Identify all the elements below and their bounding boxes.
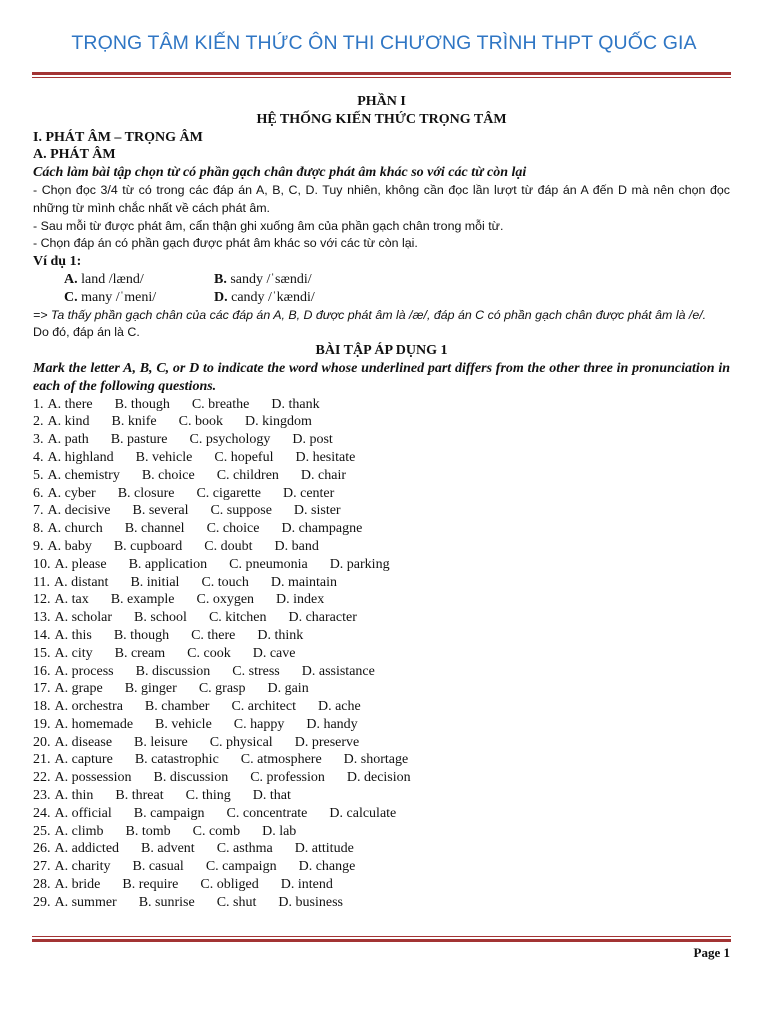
question-option: A. capture — [54, 752, 113, 768]
question-number: 1. — [33, 396, 44, 412]
question-number: 17. — [33, 681, 51, 697]
question-row — [33, 645, 730, 663]
question-row — [33, 823, 730, 841]
question-option: C. physical — [209, 734, 273, 750]
question-option: D. parking — [329, 556, 390, 572]
question-option: A. baby — [47, 538, 92, 554]
question-option: C. choice — [206, 521, 260, 537]
question-option: A. possession — [54, 770, 132, 786]
question-number: 11. — [33, 574, 50, 590]
question-row — [33, 680, 730, 698]
question-number: 6. — [33, 485, 44, 501]
question-option: D. center — [283, 485, 335, 501]
question-option: C. grasp — [198, 681, 246, 697]
question-option: C. profession — [250, 770, 325, 786]
example-option-a: A. land /lænd/ — [64, 271, 144, 287]
document-body — [33, 93, 730, 912]
question-option: D. lab — [262, 823, 297, 839]
question-option: C. architect — [231, 699, 296, 715]
question-option: B. tomb — [125, 823, 171, 839]
question-option: B. application — [128, 556, 208, 572]
question-option: D. attitude — [294, 841, 354, 857]
question-option: D. hesitate — [295, 449, 356, 465]
question-row — [33, 574, 730, 592]
question-row — [33, 449, 730, 467]
question-option: B. pasture — [110, 432, 168, 448]
question-number: 2. — [33, 414, 44, 430]
question-row — [33, 840, 730, 858]
question-option: D. that — [252, 788, 291, 804]
example-options-row-2 — [33, 289, 730, 307]
question-option: C. breathe — [191, 396, 250, 412]
question-number: 9. — [33, 538, 44, 554]
question-option: B. cupboard — [113, 538, 183, 554]
question-option: C. book — [178, 414, 223, 430]
question-option: C. doubt — [204, 538, 253, 554]
question-number: 24. — [33, 805, 51, 821]
question-option: A. bride — [54, 877, 101, 893]
question-option: A. homemade — [54, 716, 134, 732]
question-row — [33, 734, 730, 752]
question-option: C. campaign — [205, 859, 277, 875]
question-option: A. addicted — [54, 841, 120, 857]
question-option: A. tax — [54, 592, 89, 608]
question-option: D. sister — [293, 503, 341, 519]
question-row — [33, 485, 730, 503]
question-option: B. ginger — [124, 681, 177, 697]
question-option: A. thin — [54, 788, 94, 804]
part-label: PHẦN I — [357, 94, 406, 109]
question-option: B. catastrophic — [134, 752, 219, 768]
question-option: D. cave — [252, 645, 296, 661]
question-option: A. church — [47, 521, 103, 537]
question-option: A. summer — [54, 894, 117, 910]
question-option: D. character — [288, 610, 357, 626]
question-option: A. official — [54, 805, 112, 821]
question-option: A. distant — [53, 574, 109, 590]
part-subtitle: HỆ THỐNG KIẾN THỨC TRỌNG TÂM — [256, 111, 507, 127]
question-row — [33, 502, 730, 520]
question-option: A. please — [54, 556, 107, 572]
question-option: C. children — [216, 467, 279, 483]
question-row — [33, 413, 730, 431]
step-2: - Sau mỗi từ được phát âm, cẩn thận ghi xuống âm của phần gạch chân trong mỗi từ. — [33, 218, 504, 233]
question-option: B. though — [114, 396, 170, 412]
question-number: 10. — [33, 556, 51, 572]
question-option: B. knife — [111, 414, 157, 430]
question-row — [33, 538, 730, 556]
subsection-heading: A. PHÁT ÂM — [33, 147, 116, 163]
question-option: B. channel — [124, 521, 185, 537]
example-options-row-1 — [33, 271, 730, 289]
step-1: - Chọn đọc 3/4 từ có trong các đáp án A, B, C, D. Tuy nhiên, không cần đọc lần lượt từ đáp án A đến D mà nên chọn đọc những từ mình chắc nhất về cách phát âm. — [33, 182, 730, 215]
question-row — [33, 698, 730, 716]
section-heading: I. PHÁT ÂM – TRỌNG ÂM — [33, 129, 203, 145]
question-number: 23. — [33, 788, 51, 804]
question-option: A. charity — [54, 859, 111, 875]
question-option: C. psychology — [189, 432, 271, 448]
question-option: B. initial — [130, 574, 180, 590]
question-number: 27. — [33, 859, 51, 875]
question-number: 15. — [33, 645, 51, 661]
question-row — [33, 894, 730, 912]
question-option: D. kingdom — [244, 414, 312, 430]
question-option: B. discussion — [135, 663, 211, 679]
question-number: 18. — [33, 699, 51, 715]
question-option: C. cigarette — [196, 485, 261, 501]
example-option-b: B. sandy /ˈsændi/ — [214, 271, 312, 287]
question-option: A. there — [47, 396, 93, 412]
question-option: A. climb — [54, 823, 104, 839]
question-number: 14. — [33, 627, 51, 643]
question-option: A. decisive — [47, 503, 111, 519]
question-option: D. business — [278, 894, 343, 910]
question-row — [33, 609, 730, 627]
question-number: 21. — [33, 752, 51, 768]
question-option: D. index — [276, 592, 325, 608]
question-option: A. process — [54, 663, 114, 679]
question-option: D. handy — [306, 716, 358, 732]
question-option: B. cream — [114, 645, 166, 661]
question-option: A. this — [54, 627, 92, 643]
question-option: D. thank — [271, 396, 320, 412]
question-option: C. comb — [192, 823, 241, 839]
question-option: C. suppose — [210, 503, 272, 519]
example-label: Ví dụ 1: — [33, 254, 82, 270]
question-option: B. advent — [141, 841, 195, 857]
question-option: B. campaign — [133, 805, 205, 821]
question-option: B. several — [132, 503, 189, 519]
question-number: 8. — [33, 521, 44, 537]
question-option: D. ache — [317, 699, 361, 715]
question-option: B. casual — [132, 859, 184, 875]
question-option: D. assistance — [301, 663, 375, 679]
question-row — [33, 520, 730, 538]
question-option: A. cyber — [47, 485, 96, 501]
question-option: A. path — [47, 432, 89, 448]
question-option: D. champagne — [281, 521, 363, 537]
question-option: D. think — [257, 627, 304, 643]
example-option-d: D. candy /ˈkændi/ — [214, 289, 315, 305]
question-option: C. atmosphere — [240, 752, 322, 768]
method-title: Cách làm bài tập chọn từ có phần gạch chân được phát âm khác so với các từ còn lại — [33, 165, 527, 181]
question-number: 22. — [33, 770, 51, 786]
header-divider — [32, 72, 731, 78]
question-option: B. school — [134, 610, 187, 626]
question-option: C. happy — [233, 716, 285, 732]
question-row — [33, 769, 730, 787]
page-number: Page 1 — [693, 945, 730, 960]
question-number: 19. — [33, 716, 51, 732]
question-option: B. sunrise — [138, 894, 195, 910]
question-option: B. choice — [141, 467, 195, 483]
question-option: B. require — [122, 877, 179, 893]
question-row — [33, 467, 730, 485]
example-option-c: C. many /ˈmeni/ — [64, 289, 157, 305]
question-option: A. orchestra — [54, 699, 123, 715]
question-row — [33, 431, 730, 449]
question-option: D. maintain — [270, 574, 337, 590]
question-option: C. concentrate — [226, 805, 308, 821]
question-option: D. change — [298, 859, 356, 875]
question-option: C. cook — [187, 645, 231, 661]
question-number: 28. — [33, 877, 51, 893]
question-number: 13. — [33, 610, 51, 626]
question-option: B. discussion — [153, 770, 229, 786]
question-number: 7. — [33, 503, 44, 519]
question-row — [33, 805, 730, 823]
question-option: D. chair — [300, 467, 347, 483]
question-option: A. scholar — [54, 610, 113, 626]
question-option: D. decision — [346, 770, 411, 786]
question-option: D. band — [274, 538, 319, 554]
question-option: C. there — [191, 627, 236, 643]
question-option: D. intend — [280, 877, 333, 893]
question-number: 20. — [33, 734, 51, 750]
question-option: D. preserve — [294, 734, 360, 750]
question-option: B. chamber — [144, 699, 210, 715]
question-option: C. touch — [201, 574, 249, 590]
question-list — [33, 396, 730, 912]
question-row — [33, 663, 730, 681]
question-option: C. obliged — [200, 877, 259, 893]
question-number: 3. — [33, 432, 44, 448]
question-option: A. chemistry — [47, 467, 120, 483]
footer-divider — [32, 936, 731, 942]
exercise-title: BÀI TẬP ÁP DỤNG 1 — [315, 343, 448, 359]
question-option: D. gain — [267, 681, 309, 697]
question-option: C. shut — [216, 894, 257, 910]
question-option: A. grape — [54, 681, 103, 697]
question-option: A. kind — [47, 414, 90, 430]
question-number: 4. — [33, 449, 44, 465]
question-option: B. though — [113, 627, 170, 643]
question-number: 16. — [33, 663, 51, 679]
exercise-instruction: Mark the letter A, B, C, or D to indicate the word whose underlined part differs from the other three in pronunciation in each of the following questions. — [33, 360, 730, 394]
question-option: D. shortage — [343, 752, 409, 768]
question-row — [33, 396, 730, 414]
page-header-title: TRỌNG TÂM KIẾN THỨC ÔN THI CHƯƠNG TRÌNH THPT QUỐC GIA — [71, 32, 697, 54]
question-option: B. vehicle — [135, 449, 193, 465]
question-option: C. pneumonia — [229, 556, 308, 572]
question-number: 12. — [33, 592, 51, 608]
question-option: C. hopeful — [214, 449, 274, 465]
question-row — [33, 627, 730, 645]
question-row — [33, 876, 730, 894]
question-option: B. example — [110, 592, 175, 608]
question-row — [33, 787, 730, 805]
question-row — [33, 591, 730, 609]
question-option: D. post — [292, 432, 333, 448]
question-option: B. closure — [117, 485, 175, 501]
question-number: 29. — [33, 894, 51, 910]
question-row — [33, 556, 730, 574]
question-option: B. leisure — [134, 734, 188, 750]
question-option: B. threat — [115, 788, 164, 804]
question-option: A. city — [54, 645, 93, 661]
question-option: B. vehicle — [155, 716, 212, 732]
question-option: C. asthma — [216, 841, 273, 857]
question-number: 25. — [33, 823, 51, 839]
question-option: C. stress — [232, 663, 280, 679]
question-option: D. calculate — [329, 805, 397, 821]
step-3: - Chọn đáp án có phần gạch được phát âm khác so với các từ còn lại. — [33, 236, 418, 251]
question-option: A. highland — [47, 449, 114, 465]
question-row — [33, 716, 730, 734]
question-number: 5. — [33, 467, 44, 483]
question-option: C. kitchen — [208, 610, 267, 626]
example-conclusion: Do đó, đáp án là C. — [33, 325, 140, 340]
question-option: C. oxygen — [196, 592, 255, 608]
question-number: 26. — [33, 841, 51, 857]
question-option: A. disease — [54, 734, 113, 750]
question-option: C. thing — [185, 788, 231, 804]
example-explanation: => Ta thấy phần gạch chân của các đáp án A, B, D được phát âm là /æ/, đáp án C có phần gạch chân được phát âm là /e/. — [33, 307, 707, 322]
question-row — [33, 751, 730, 769]
question-row — [33, 858, 730, 876]
